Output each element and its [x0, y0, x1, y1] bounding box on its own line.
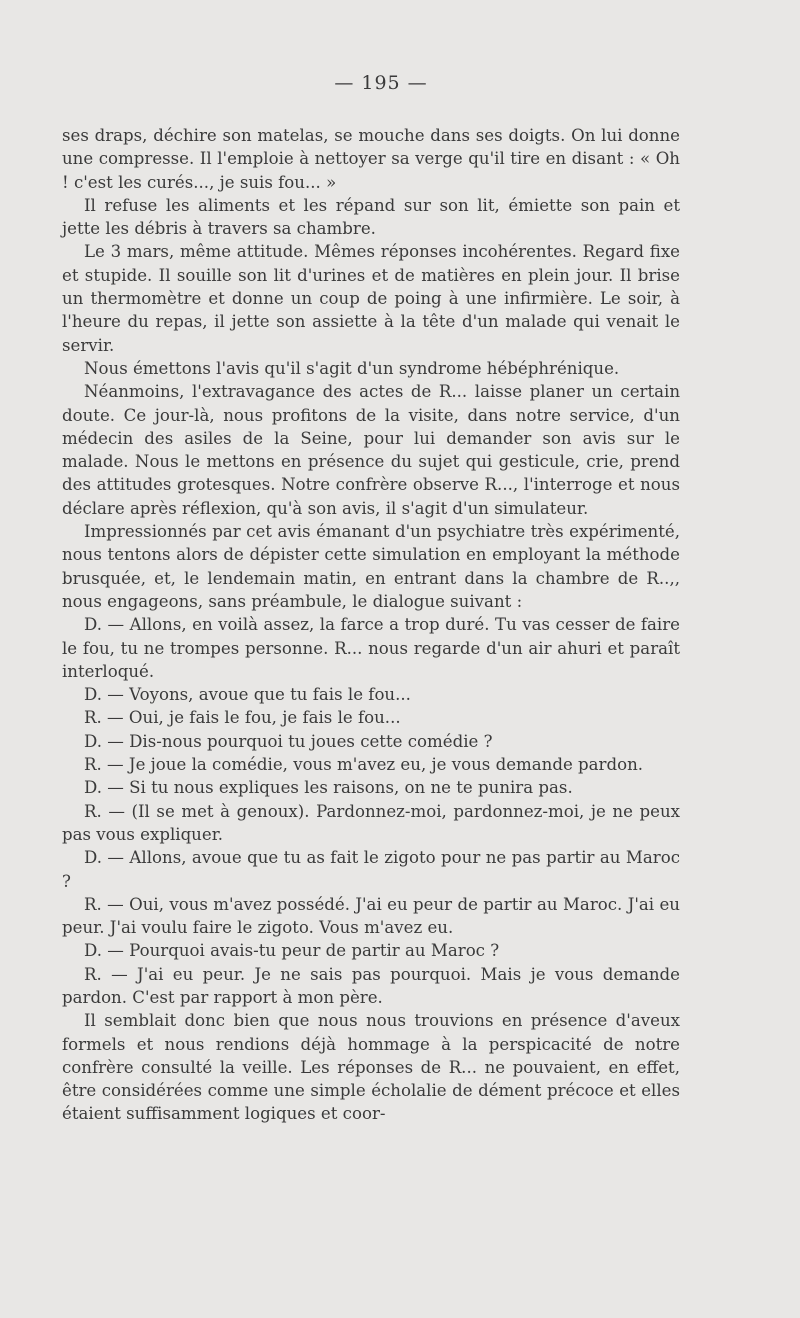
page-number: — 195 — — [334, 72, 428, 94]
paragraph: Il semblait donc bien que nous nous trouvions en présence d'aveux formels et nous rendions déjà hommage à la perspicacité de notre confrère consulté la veille. Les réponses de R... ne pouvaient, en effet, être considérées comme une simple écholalie de dément précoce et elles étaient suffisamment logiques et coor- — [62, 1011, 680, 1124]
paragraph: Néanmoins, l'extravagance des actes de R... laisse planer un certain doute. Ce jour-là, nous profitons de la visite, dans notre service, d'un médecin des asiles de la Seine, pour lui demander son avis sur le malade. Nous le mettons en présence du sujet qui gesticule, crie, prend des attitudes grotesques. Notre confrère observe R..., l'interroge et nous déclare après réflexion, qu'à son avis, il s'agit d'un simulateur. — [62, 382, 680, 518]
paragraph: R. — (Il se met à genoux). Pardonnez-moi, pardonnez-moi, je ne peux pas vous expliquer. — [62, 801, 680, 844]
paragraph: D. — Si tu nous expliques les raisons, on ne te punira pas. — [84, 778, 573, 798]
paragraph: R. — Je joue la comédie, vous m'avez eu, je vous demande pardon. — [84, 755, 644, 775]
paragraph: R. — Oui, vous m'avez possédé. J'ai eu peur de partir au Maroc. J'ai eu peur. J'ai voulu faire le zigoto. Vous m'avez eu. — [62, 894, 680, 938]
paragraph: R. — J'ai eu peur. Je ne sais pas pourquoi. Mais je vous demande pardon. C'est par rapport à mon père. — [62, 964, 680, 1007]
paragraph: Il refuse les aliments et les répand sur son lit, émiette son pain et jette les débris à travers sa chambre. — [62, 195, 680, 239]
paragraph: Impressionnés par cet avis émanant d'un psychiatre très expérimenté, nous tentons alors de dépister cette simulation en employant la méthode brusquée, et, le lendemain matin, en entrant dans la chambre de R..,, nous engageons, sans préambule, le dialogue suivant : — [62, 522, 680, 611]
body-text — [62, 124, 680, 1126]
paragraph: D. — Dis-nous pourquoi tu joues cette comédie ? — [84, 731, 493, 751]
paragraph: D. — Allons, avoue que tu as fait le zigoto pour ne pas partir au Maroc ? — [62, 848, 680, 891]
paragraph: ses draps, déchire son matelas, se mouche dans ses doigts. On lui donne une compresse. Il l'emploie à nettoyer sa verge qu'il tire en disant : « Oh ! c'est les curés..., je suis fou... » — [62, 126, 680, 192]
paragraph: D. — Allons, en voilà assez, la farce a trop duré. Tu vas cesser de faire le fou, tu ne trompes personne. R... nous regarde d'un air ahuri et paraît interloqué. — [62, 615, 680, 681]
paragraph: D. — Voyons, avoue que tu fais le fou... — [84, 685, 411, 705]
paragraph: Nous émettons l'avis qu'il s'agit d'un syndrome hébéphrénique. — [84, 358, 620, 378]
paragraph: Le 3 mars, même attitude. Mêmes réponses incohérentes. Regard fixe et stupide. Il souille son lit d'urines et de matières en plein jour. Il brise un thermomètre et donne un coup de poing à une infirmière. Le soir, à l'heure du repas, il jette son assiette à la tête d'un malade qui venait le servir. — [62, 242, 680, 355]
paragraph: R. — Oui, je fais le fou, je fais le fou... — [84, 708, 401, 728]
paragraph: D. — Pourquoi avais-tu peur de partir au Maroc ? — [84, 941, 500, 961]
